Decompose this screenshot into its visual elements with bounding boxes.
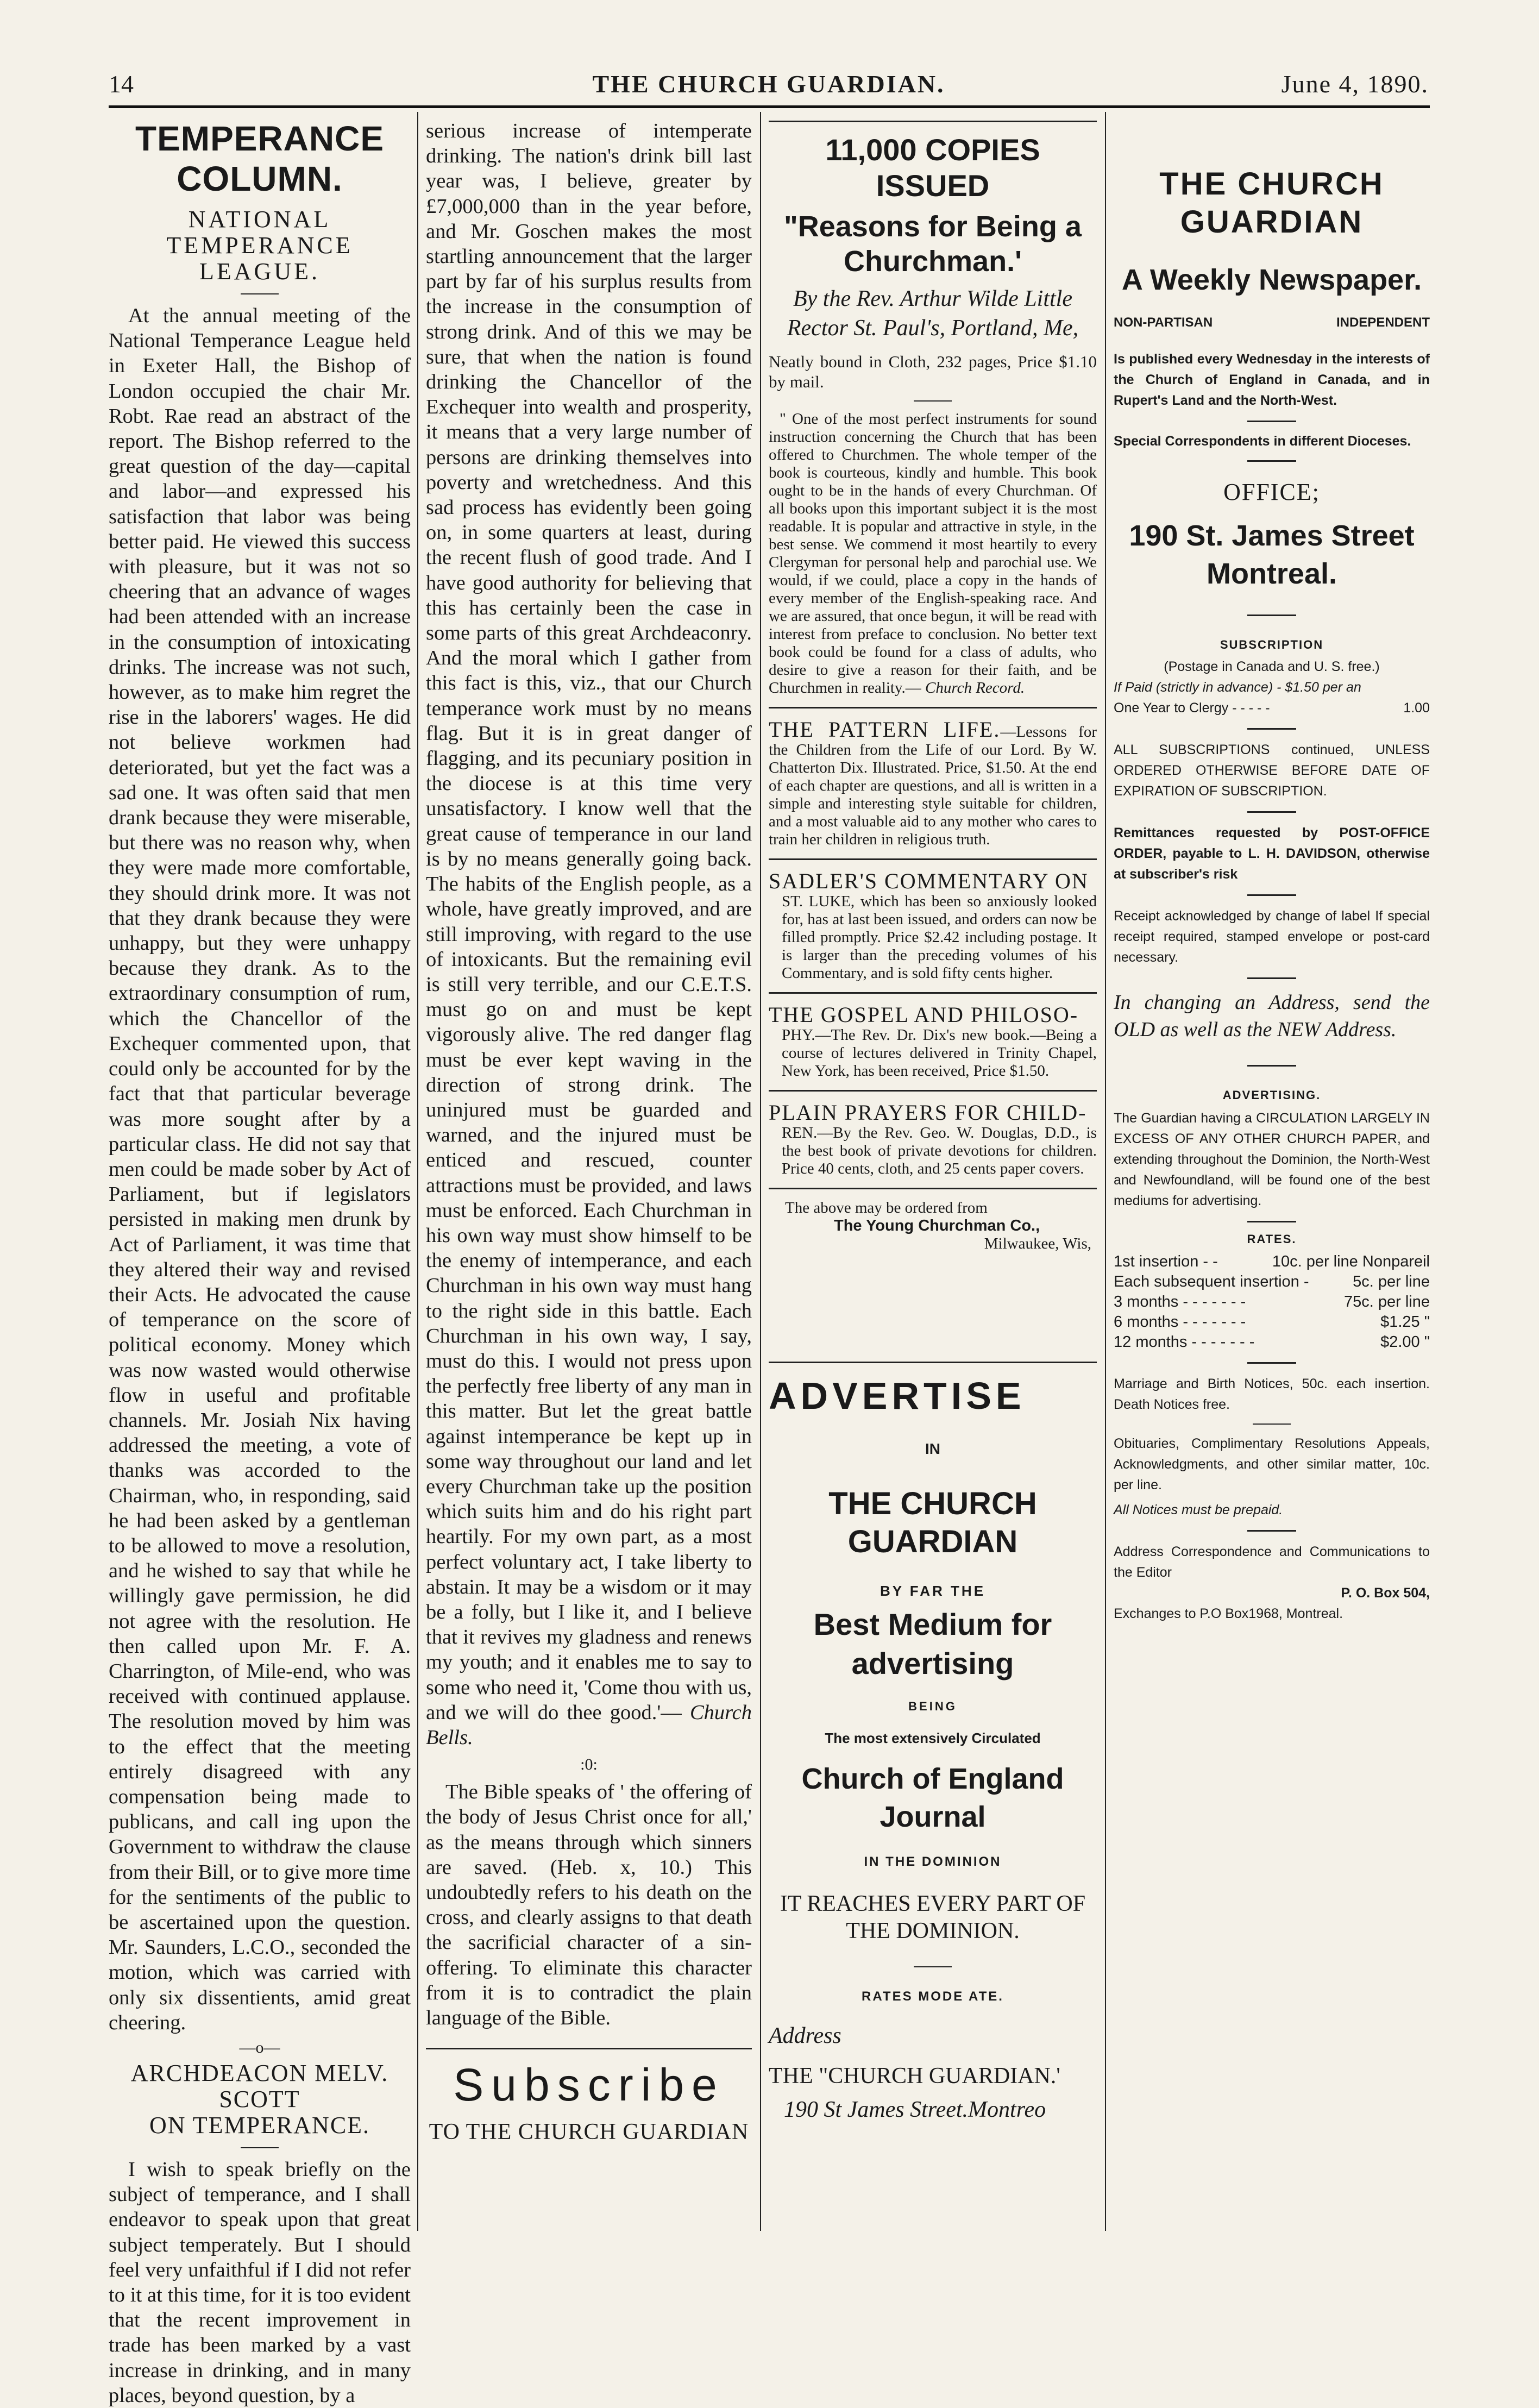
advertising-text: The Guardian having a CIRCULATION LARGELY IN EXCESS OF ANY OTHER CHURCH PAPER, and extending throughout the Dominion, the North-West and Newfoundland, will be found one of the best mediums for advertising. [1114, 1111, 1430, 1208]
divider: —o— [239, 2039, 280, 2057]
advertise-in: IN [925, 1440, 940, 1457]
league-heading-2: LEAGUE. [199, 258, 320, 285]
divider [1247, 728, 1296, 730]
divider: :0: [580, 1755, 598, 1774]
clergy-price: 1.00 [1403, 700, 1430, 716]
divider [1247, 1065, 1296, 1067]
obituaries-notice: Obituaries, Complimentary Resolutions Appeals, Acknowledgments, and other similar matter, 10c. per line. [1114, 1436, 1430, 1493]
remittances-notice: Remittances requested by POST-OFFICE ORDER, payable to L. H. DAVIDSON, otherwise at subscriber's risk [1114, 825, 1430, 882]
subscribe-heading: Subscribe [453, 2059, 725, 2111]
receipt-notice: Receipt acknowledged by change of label If special receipt required, stamped envelope or post-card necessary. [1114, 908, 1430, 965]
divider [769, 707, 1097, 708]
column-rule [760, 112, 761, 2231]
prayers-text: REN.—By the Rev. Geo. W. Douglas, D.D., is the best book of private devotions for children. Price 40 cents, cloth, and 25 cents paper covers. [782, 1124, 1097, 1177]
sadler-title: SADLER'S COMMENTARY ON [769, 869, 1089, 893]
copies-issued: 11,000 COPIES ISSUED [825, 133, 1040, 203]
journal-name: Church of England Journal [801, 1763, 1064, 1833]
book-author-title: Rector St. Paul's, Portland, Me, [787, 316, 1079, 341]
address-line-1: THE "CHURCH GUARDIAN.' [769, 2064, 1060, 2089]
by-far-the: BY FAR THE [880, 1583, 986, 1599]
office-label: OFFICE; [1223, 479, 1320, 505]
divider [769, 1188, 1097, 1189]
review-source: Church Record. [925, 679, 1025, 697]
divider [769, 858, 1097, 860]
divider [769, 121, 1097, 122]
subscribe-to: TO THE CHURCH GUARDIAN [429, 2119, 749, 2145]
book-price: Neatly bound in Cloth, 232 pages, Price $1.10 by mail. [769, 352, 1097, 391]
divider [1247, 421, 1296, 422]
order-company: The Young Churchman Co., [834, 1217, 1040, 1234]
marriage-notice: Marriage and Birth Notices, 50c. each insertion. Death Notices free. [1114, 1376, 1430, 1412]
postage-note: (Postage in Canada and U. S. free.) [1164, 659, 1380, 674]
column-1 [109, 118, 411, 2407]
temperance-heading: TEMPERANCE COLUMN. [135, 119, 385, 198]
rate-row: 6 months - - - - - - - $1.25 " [1114, 1313, 1430, 1331]
reaches-every-part: IT REACHES EVERY PART OF [780, 1891, 1086, 1916]
archdeacon-article-continued: serious increase of intemperate drinking. The nation's drink bill last year was, I believe, greater by £7,000,000 than in the year before, and Mr. Goschen makes the most startling announcement that the larger part by far of his surplus results from the increase in the consumption of strong drink. And of this we may be sure, that when the nation is found drinking the Chancellor of the Exchequer into wealth and prosperity, it means that a very large number of persons are drinking themselves into poverty and wretchedness. And this sad process has evidently been going on, in some quarters at least, during the recent flush of good trade. And I have good authority for believing that this has certainly been the case in some parts of this great Archdeaconry. And the moral which I gather from this fact is this, viz., that our Church temperance work must by no means flag. But it is in great danger of flagging, and its pecuniary position in the diocese is at this time very unsatisfactory. I know well that the great cause of temperance in our land is by no means generally going back. The habits of the English people, as a whole, have greatly improved, and are still improving, with regard to the use of intoxicants. But the remaining evil is still very terrible, and our C.E.T.S. must go on and must be kept vigorously alive. The red danger flag must be ever kept waving in the direction of strong drink. The uninjured must be guarded and warned, and the injured must be enticed and rescued, counter attractions must be provided, and laws must be enforced. Each Churchman in his own way must show himself to be the enemy of intemperance, and each Churchman in his own way must hang to the right side in this battle. Each Churchman in his own way, I say, must do this. I would not press upon the perfectly free liberty of any man in this matter. But let the great battle against intemperance be kept up in some way throughout our land and let every Churchman take up the position which suits him and do his right part heartily. For my own part, as a most perfect voluntary act, I take liberty to abstain. It may be a wisdom or it may be a folly, but I like it, and I believe that it revives my gladness and renews my youth; and it enables me to say to some who need it, 'Come thou with us, and we will do thee good.'— Church Bells. [426, 120, 752, 1749]
column-rule [1105, 112, 1106, 2231]
newspaper-title: THE CHURCH GUARDIAN. [592, 70, 945, 98]
column-rule [417, 112, 418, 2231]
clergy-label: One Year to Clergy - - - - - [1114, 700, 1270, 716]
being: BEING [908, 1700, 957, 1713]
clergy-price-row [1114, 698, 1430, 718]
archdeacon-heading: ARCHDEACON MELV. SCOTT [130, 2060, 389, 2113]
masthead: THE CHURCH GUARDIAN [1159, 166, 1384, 240]
advertise-heading: ADVERTISE [769, 1375, 1026, 1417]
address-line-2: 190 St James Street.Montreo [784, 2097, 1046, 2122]
sadler-text: ST. LUKE, which has been so anxiously looked for, has at last been issued, and orders can now be filled promptly. Price $2.42 including postage. It is larger than the preceding volumes of his Commentary, and is sold fifty cents higher. [782, 893, 1097, 982]
correspondence-notice: Address Correspondence and Communications to the Editor [1114, 1544, 1430, 1580]
divider [1247, 1221, 1296, 1222]
most-circulated: The most extensively Circulated [825, 1730, 1041, 1746]
book-author: By the Rev. Arthur Wilde Little [793, 286, 1072, 311]
the-dominion: THE DOMINION. [846, 1918, 1020, 1943]
divider [1247, 460, 1296, 462]
order-from: The above may be ordered from [785, 1199, 988, 1216]
exchanges-notice: Exchanges to P.O Box1968, Montreal. [1114, 1606, 1343, 1621]
rate-row: 3 months - - - - - - - 75c. per line [1114, 1293, 1430, 1310]
divider [1247, 1530, 1296, 1532]
issue-date: June 4, 1890. [1281, 70, 1429, 98]
prepaid-notice: All Notices must be prepaid. [1114, 1502, 1283, 1517]
archdeacon-heading-2: ON TEMPERANCE. [149, 2112, 370, 2139]
bible-article: The Bible speaks of ' the offering of the body of Jesus Christ once for all,' as the means through which sinners are saved. (Heb. x, 10.) This undoubtedly refers to his death on the cross, and clearly assigns to that death the sacrificial character of a sin-offering. To eliminate this character from it is to contradict the plain language of the Bible. [426, 1780, 752, 2030]
po-box: P. O. Box 504, [1341, 1585, 1430, 1601]
divider [1247, 1362, 1296, 1364]
prayers-title: PLAIN PRAYERS FOR CHILD- [769, 1100, 1087, 1125]
non-partisan: NON-PARTISAN [1114, 315, 1213, 330]
divider [1247, 894, 1296, 896]
divider [1253, 1424, 1291, 1425]
weekly-newspaper: A Weekly Newspaper. [1121, 264, 1422, 296]
book-title: "Reasons for Being a Churchman.' [784, 210, 1082, 278]
rate-row: 1st insertion - - 10c. per line Nonpareil [1114, 1253, 1430, 1270]
page-header [109, 70, 1429, 101]
rate-row: Each subsequent insertion - 5c. per line [1114, 1273, 1430, 1290]
header-rule [109, 105, 1430, 108]
rates-moderate: RATES MODE ATE. [862, 1989, 1004, 2004]
divider [241, 293, 279, 294]
correspondents-notice: Special Correspondents in different Dioceses. [1114, 434, 1411, 449]
column-4 [1114, 118, 1430, 2237]
advertising-heading: ADVERTISING. [1222, 1088, 1321, 1102]
source-church-bells: Church Bells. [426, 1701, 752, 1749]
rates-heading: RATES. [1247, 1232, 1297, 1246]
subscription-heading: SUBSCRIPTION [1220, 638, 1324, 651]
best-medium: Best Medium for advertising [813, 1607, 1052, 1680]
divider [426, 2048, 752, 2049]
divider [914, 400, 952, 402]
paid-price: If Paid (strictly in advance) - $1.50 per an [1114, 680, 1361, 695]
gospel-title: THE GOSPEL AND PHILOSO- [769, 1002, 1079, 1027]
page-number: 14 [109, 70, 134, 98]
subscriptions-continued: ALL SUBSCRIPTIONS continued, UNLESS ORDERED OTHERWISE BEFORE DATE OF EXPIRATION OF SUBSCRIPTION. [1114, 742, 1430, 799]
divider [769, 1362, 1097, 1363]
rates-table [1114, 1252, 1430, 1352]
divider [914, 1966, 952, 1967]
column-2 [426, 118, 752, 2237]
stance [1114, 315, 1430, 330]
independent: INDEPENDENT [1336, 315, 1430, 330]
divider [1247, 811, 1296, 813]
league-article: At the annual meeting of the National Temperance League held in Exeter Hall, the Bishop of London occupied the chair Mr. Robt. Rae read an abstract of the report. The Bishop referred to the great question of the day—capital and labor—and expressed his satisfaction that labor was being better paid. He viewed this success with pleasure, but it was not so cheering that an advance of wages had been attended with an increase in the consumption of intoxicating drinks. The increase was not such, however, as to make him regret the rise in the laborers' wages. He did not believe workmen had deteriorated, but yet the fact was a sad one. It was often said that men drank because they were miserable, but there was no reason why, when they were made more comfortable, they should drink more. It was not that they drank because they were unhappy, but they were unhappy because they drank. As to the extraordinary consumption of rum, which the Chancellor of the Exchequer commented upon, that could only be accounted for by the fact that that particular beverage was more sought after by a particular class. He did not say that men could be made sober by Act of Parliament, but if legislators persisted in making men drunk by Act of Parliament, it was time that they altered their way and revised their Acts. He advocated the cause of temperance on the score of political economy. Money which was now wasted would otherwise flow in useful and profitable channels. Mr. Josiah Nix having addressed the meeting, a vote of thanks was accorded to the Chairman, who, in responding, said he had been asked by a gentleman to be allowed to move a resolution, and he wished to say that while he willingly gave permission, he did not agree with the resolution. He then called upon Mr. F. A. Charrington, of Mile-end, who was received with continued applause. The resolution moved by him was to the effect that the meeting entirely disagreed with any compensation being made to publicans, and call ing upon the Government to withdraw the clause from their Bill, or to give more time for the sentiments of the public to be ascertained upon the question. Mr. Saunders, L.C.O., seconded the motion, which was carried with only six dissentients, amid great cheering. [109, 304, 411, 2034]
advertise-paper: THE CHURCH GUARDIAN [828, 1486, 1037, 1559]
address-label: Address [769, 2023, 841, 2048]
divider [769, 1090, 1097, 1092]
published-notice: Is published every Wednesday in the interests of the Church of England in Canada, and in Rupert's Land and the North-West. [1114, 352, 1430, 408]
change-address-notice: In changing an Address, send the OLD as well as the NEW Address. [1114, 991, 1430, 1041]
gospel-text: PHY.—The Rev. Dr. Dix's new book.—Being a course of lectures delivered in Trinity Chapel, New York, has been received, Price $1.50. [782, 1026, 1097, 1080]
office-address: 190 St. James Street Montreal. [1129, 519, 1415, 590]
column-3 [769, 118, 1097, 2237]
divider [241, 2147, 279, 2148]
divider [1247, 977, 1296, 979]
divider [1247, 614, 1296, 616]
pattern-life-notice: THE PATTERN LIFE.—Lessons for the Children from the Life of our Lord. By W. Chatterton Dix. Illustrated. Price, $1.50. At the end of each chapter are questions, and all is written in a simple and interesting style suitable for children, and a most valuable aid to any mother who cares to train her children in religious truth. [769, 717, 1097, 848]
order-city: Milwaukee, Wis, [984, 1235, 1091, 1252]
divider [769, 992, 1097, 994]
rate-row: 12 months - - - - - - - $2.00 " [1114, 1333, 1430, 1351]
league-heading: NATIONAL TEMPERANCE [166, 206, 353, 259]
book-review: " One of the most perfect instruments for sound instruction concerning the Church that has been offered to Churchmen. The whole temper of the book is courteous, kindly and humble. This book ought to be in the hands of every Churchman. Of all books upon this important subject it is the most readable. It is popular and attractive in style, in the best sense. We commend it most heartily to every Clergyman for personal help and parochial use. We would, if we could, place a copy in the hands of every member of the English-speaking race. And we are assured, that once begun, it will be read with interest from preface to conclusion. No better text book could be found for a class of adults, who desire to give a reason for their faith, and be Churchmen in reality.— Church Record. [769, 410, 1097, 697]
archdeacon-article: I wish to speak briefly on the subject of temperance, and I shall endeavor to speak upon that great subject temperately. But I should feel very unfaithful if I did not refer to it at this time, for it is too evident that the recent improvement in trade has been marked by a vast increase in drinking, and in many places, beyond question, by a [109, 2158, 411, 2407]
in-dominion: IN THE DOMINION [864, 1854, 1002, 1869]
